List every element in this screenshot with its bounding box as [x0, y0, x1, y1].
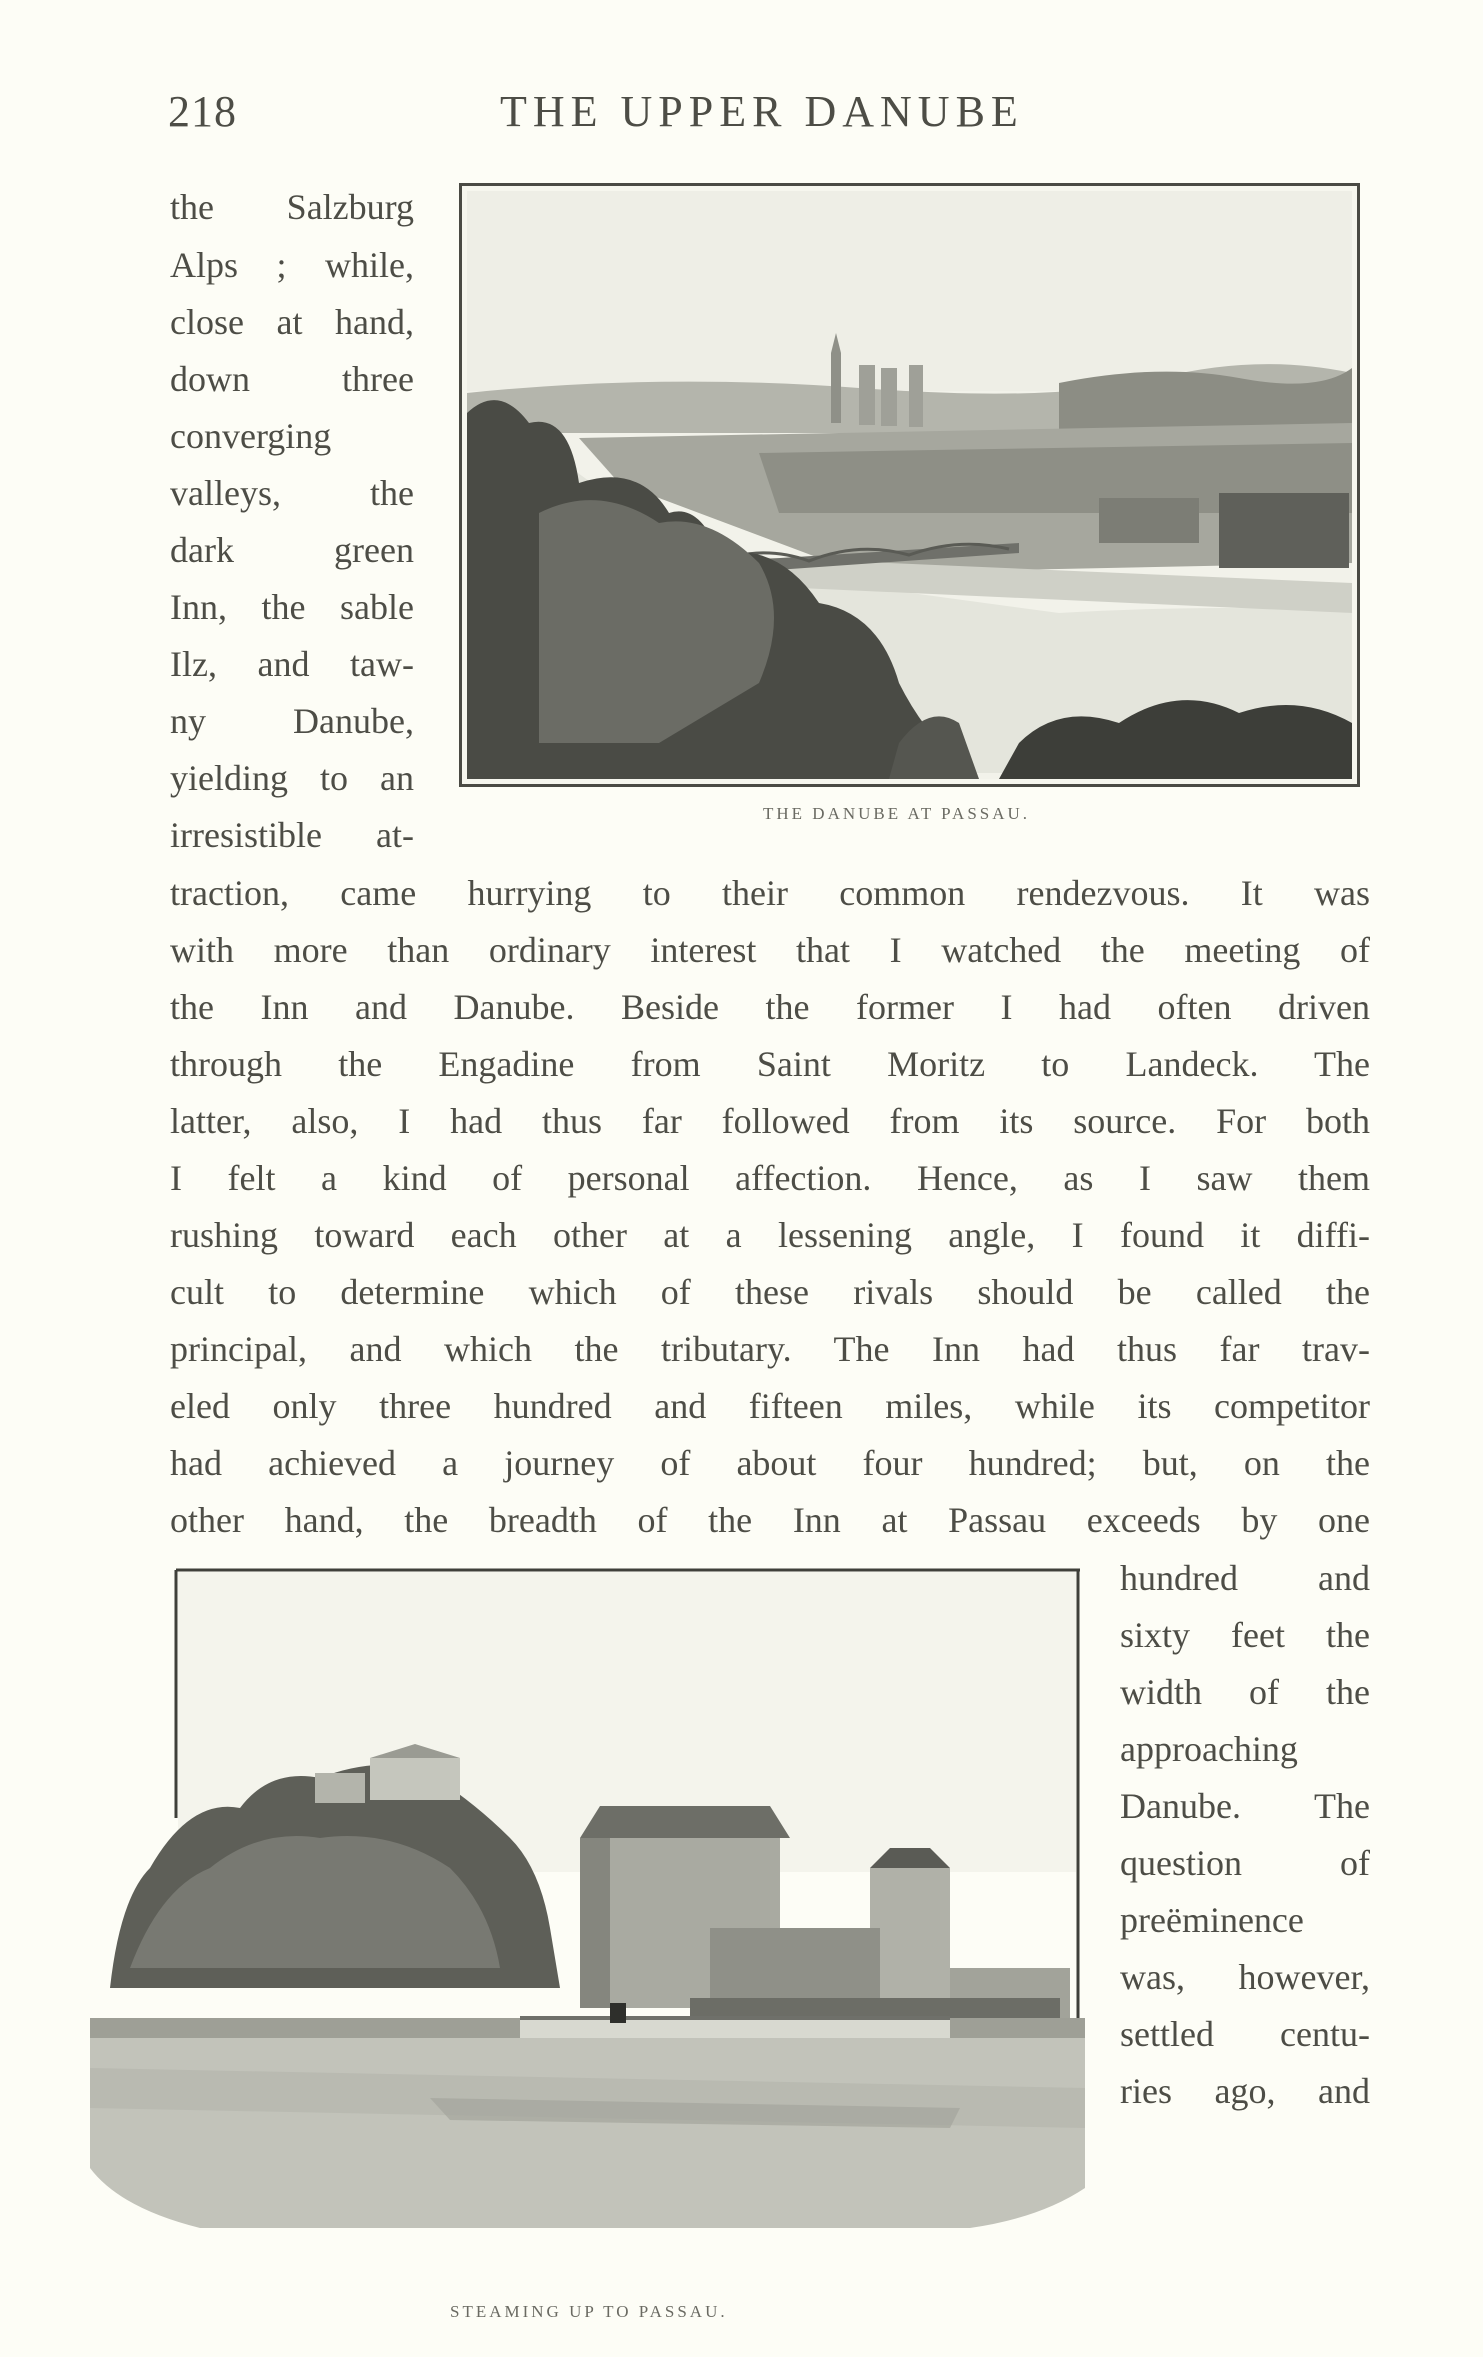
- text-line: eled only three hundred and fifteen miles, while its competitor: [170, 1386, 1370, 1426]
- text-line: preëminence: [1120, 1900, 1304, 1940]
- text-line: other hand, the breadth of the Inn at Passau exceeds by one: [170, 1500, 1370, 1540]
- text-line: close at hand,: [170, 302, 414, 342]
- text-line: with more than ordinary interest that I watched the meeting of: [170, 930, 1370, 970]
- text-line: the Salzburg: [170, 187, 414, 227]
- text-line: width of the: [1120, 1672, 1370, 1712]
- text-line: yielding to an: [170, 758, 414, 798]
- text-line: settled centu-: [1120, 2014, 1370, 2054]
- text-line: Inn, the sable: [170, 587, 414, 627]
- text-line: rushing toward each other at a lessening angle, I found it diffi-: [170, 1215, 1370, 1255]
- text-line: traction, came hurrying to their common rendezvous. It was: [170, 873, 1370, 913]
- text-line: valleys, the: [170, 473, 414, 513]
- text-line: Danube. The: [1120, 1786, 1370, 1826]
- text-line: approaching: [1120, 1729, 1298, 1769]
- figure-caption: THE DANUBE AT PASSAU.: [763, 804, 1031, 823]
- photo-steaming-up-to-passau: [90, 1568, 1085, 2235]
- text-line: question of: [1120, 1843, 1370, 1883]
- text-line: cult to determine which of these rivals should be called the: [170, 1272, 1370, 1312]
- text-line: had achieved a journey of about four hundred; but, on the: [170, 1443, 1370, 1483]
- text-line: principal, and which the tributary. The Inn had thus far trav-: [170, 1329, 1370, 1369]
- figure-caption: STEAMING UP TO PASSAU.: [450, 2302, 728, 2321]
- text-line: down three: [170, 359, 414, 399]
- text-line: through the Engadine from Saint Moritz to Landeck. The: [170, 1044, 1370, 1084]
- photo-danube-at-passau: [459, 183, 1360, 787]
- text-line: Ilz, and taw-: [170, 644, 414, 684]
- text-line: was, however,: [1120, 1957, 1370, 1997]
- text-line: converging: [170, 416, 332, 456]
- text-line: latter, also, I had thus far followed from its source. For both: [170, 1101, 1370, 1141]
- text-line: dark green: [170, 530, 414, 570]
- running-title: THE UPPER DANUBE: [500, 87, 1024, 136]
- text-line: ny Danube,: [170, 701, 414, 741]
- text-line: ries ago, and: [1120, 2071, 1370, 2111]
- text-line: irresistible at-: [170, 815, 414, 855]
- text-line: the Inn and Danube. Beside the former I had often driven: [170, 987, 1370, 1027]
- page-number: 218: [168, 87, 237, 136]
- text-line: I felt a kind of personal affection. Hence, as I saw them: [170, 1158, 1370, 1198]
- text-line: hundred and: [1120, 1558, 1370, 1598]
- text-line: sixty feet the: [1120, 1615, 1370, 1655]
- text-line: Alps ; while,: [170, 245, 414, 285]
